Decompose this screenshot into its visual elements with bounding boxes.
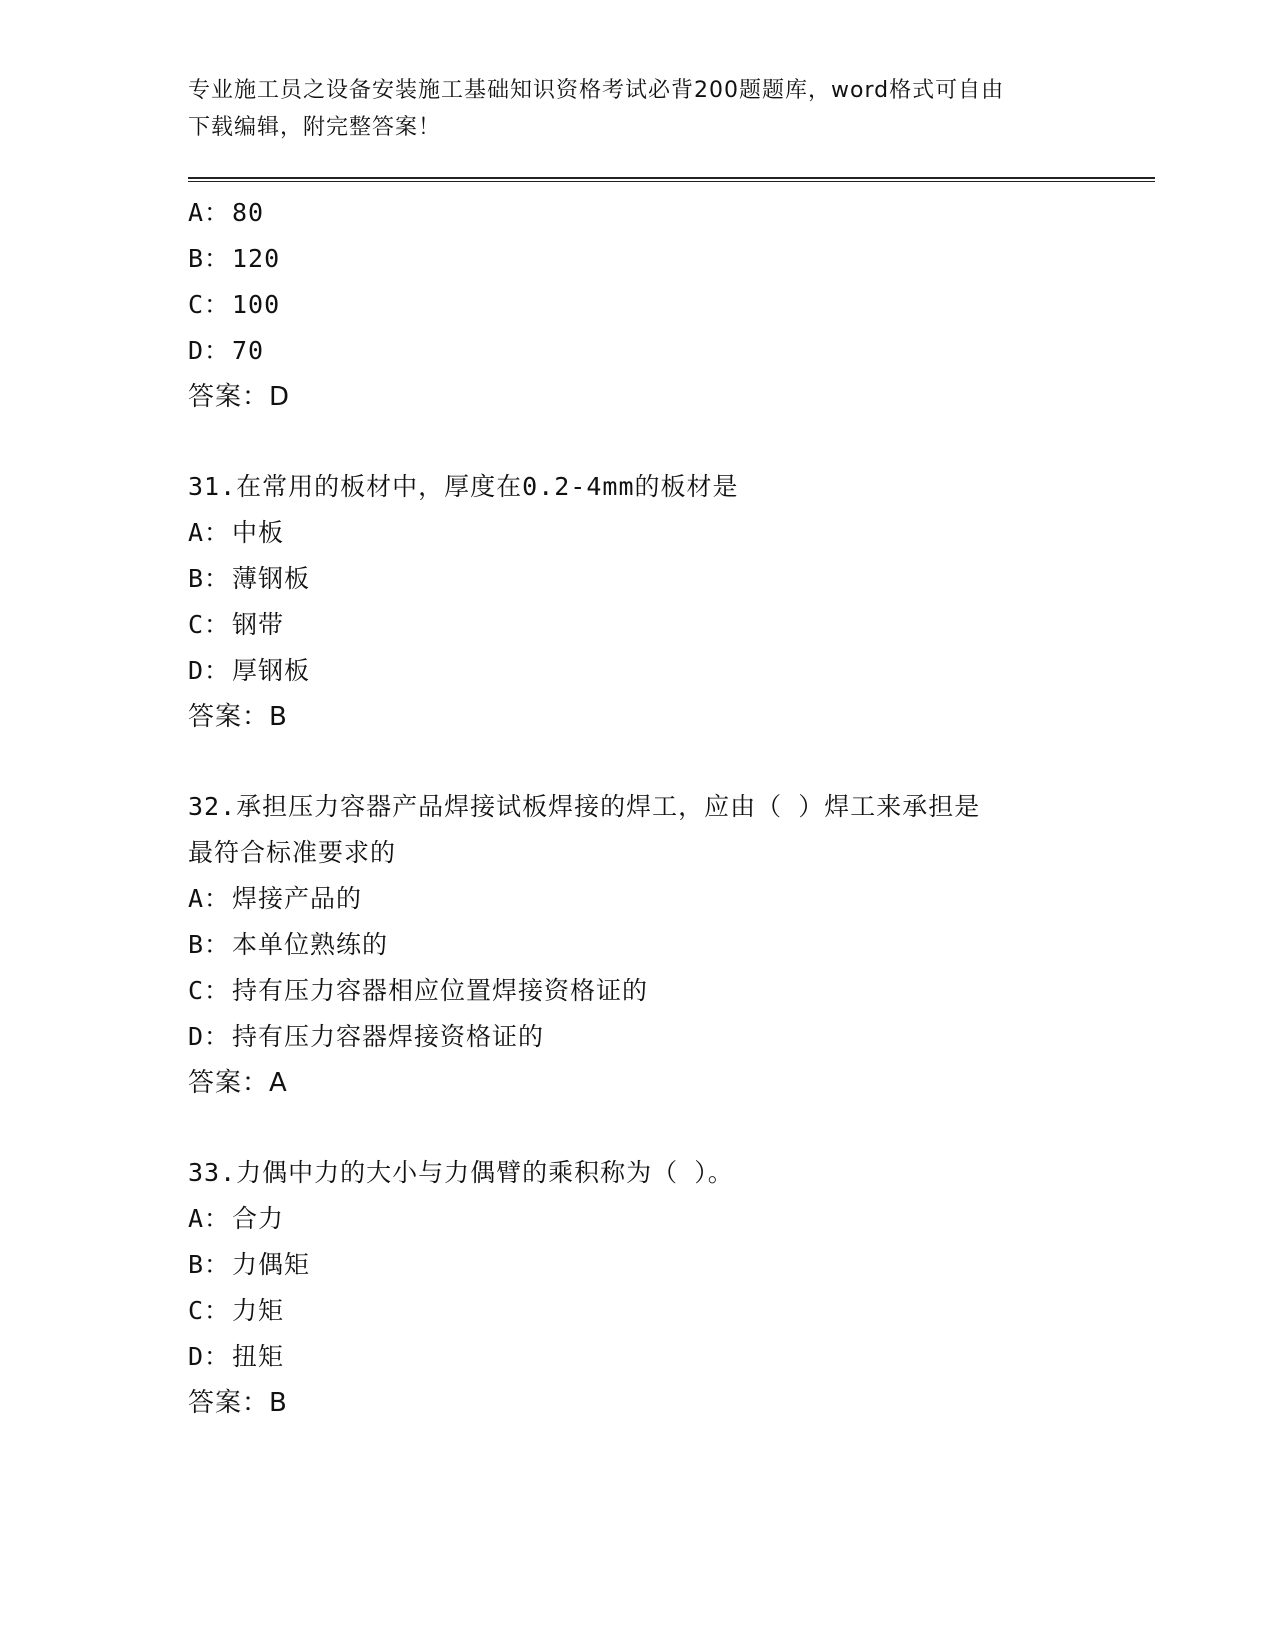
option-text: 100 (232, 290, 281, 319)
option-item (188, 1196, 1088, 1242)
option-key: C： (188, 1296, 231, 1325)
option-item (188, 1334, 1088, 1380)
header-divider (188, 177, 1155, 182)
option-item (188, 648, 1088, 694)
option-text: 持有压力容器焊接资格证的 (232, 1022, 545, 1051)
option-text: 薄钢板 (232, 564, 311, 593)
header-line-2: 下载编辑，附完整答案！ (188, 115, 442, 140)
option-key: A： (188, 884, 231, 913)
option-item (188, 968, 1088, 1014)
question-stem: 33.力偶中力的大小与力偶臂的乘积称为（ ）。 (188, 1158, 734, 1187)
question-block (188, 190, 1088, 420)
option-text: 120 (232, 244, 281, 273)
option-key: C： (188, 610, 231, 639)
option-key: D： (188, 656, 231, 685)
question-stem: 31.在常用的板材中，厚度在0.2-4mm的板材是 (188, 472, 739, 501)
option-item (188, 602, 1088, 648)
answer-line: 答案：B (188, 1388, 288, 1418)
option-key: B： (188, 930, 231, 959)
answer-line: 答案：A (188, 1068, 288, 1098)
option-key: B： (188, 564, 231, 593)
answer-line: 答案：D (188, 382, 291, 412)
header-line-1: 专业施工员之设备安装施工基础知识资格考试必背200题题库，word格式可自由 (188, 78, 1005, 103)
option-item (188, 876, 1088, 922)
option-text: 中板 (232, 518, 285, 547)
option-item (188, 282, 1088, 328)
block-spacer (188, 740, 1088, 784)
option-item (188, 1242, 1088, 1288)
option-text: 焊接产品的 (232, 884, 363, 913)
option-key: B： (188, 244, 231, 273)
option-key: C： (188, 976, 231, 1005)
option-item (188, 510, 1088, 556)
question-block (188, 1150, 1088, 1426)
option-item (188, 922, 1088, 968)
option-key: D： (188, 1342, 231, 1371)
option-item (188, 556, 1088, 602)
question-stem: 32.承担压力容器产品焊接试板焊接的焊工，应由（ ）焊工来承担是 (188, 792, 981, 821)
option-key: C： (188, 290, 231, 319)
option-item (188, 190, 1088, 236)
option-key: D： (188, 1022, 231, 1051)
option-text: 厚钢板 (232, 656, 311, 685)
question-block (188, 464, 1088, 740)
block-spacer (188, 420, 1088, 464)
option-text: 钢带 (232, 610, 285, 639)
option-item (188, 1014, 1088, 1060)
option-item (188, 236, 1088, 282)
option-text: 本单位熟练的 (232, 930, 389, 959)
option-key: A： (188, 518, 231, 547)
option-item (188, 1288, 1088, 1334)
option-text: 70 (232, 336, 265, 365)
question-block (188, 784, 1088, 1106)
option-key: D： (188, 336, 231, 365)
question-list (188, 190, 1088, 1426)
option-key: A： (188, 198, 231, 227)
option-text: 持有压力容器相应位置焊接资格证的 (232, 976, 649, 1005)
option-key: A： (188, 1204, 231, 1233)
document-header (188, 72, 1068, 146)
option-text: 合力 (232, 1204, 285, 1233)
option-text: 力偶矩 (232, 1250, 311, 1279)
option-text: 力矩 (232, 1296, 285, 1325)
option-text: 80 (232, 198, 265, 227)
block-spacer (188, 1106, 1088, 1150)
option-item (188, 328, 1088, 374)
option-key: B： (188, 1250, 231, 1279)
option-text: 扭矩 (232, 1342, 285, 1371)
answer-line: 答案：B (188, 702, 288, 732)
question-stem: 最符合标准要求的 (188, 838, 397, 867)
